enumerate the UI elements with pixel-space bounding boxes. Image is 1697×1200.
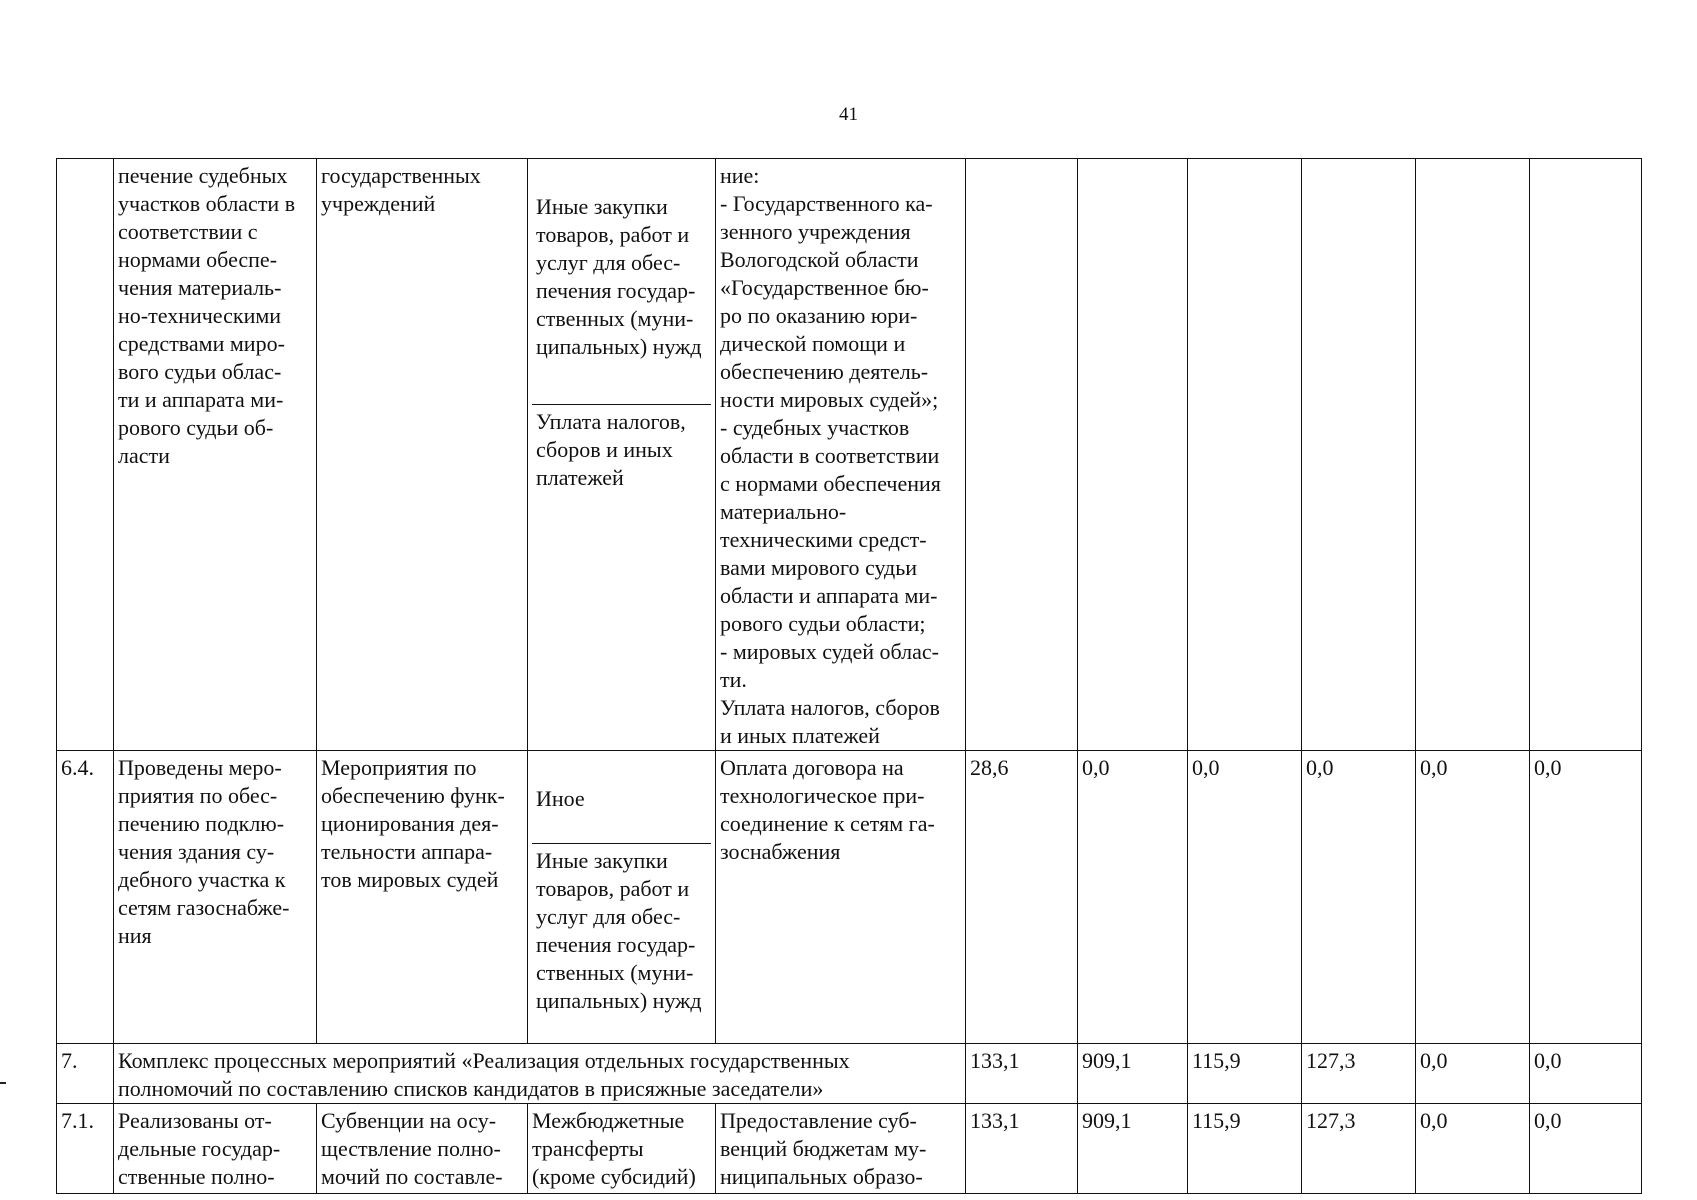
value-cell: 127,3 bbox=[1302, 1104, 1416, 1194]
row-number-cell: 6.4. bbox=[57, 751, 114, 1044]
value-cell bbox=[1078, 159, 1188, 751]
table-row-7 bbox=[57, 1044, 1642, 1104]
value-cell bbox=[1188, 159, 1302, 751]
value-cell bbox=[1416, 159, 1530, 751]
value-cell: 0,0 bbox=[1530, 1044, 1642, 1104]
value-cell: 909,1 bbox=[1078, 1104, 1188, 1194]
page-number: 41 bbox=[839, 104, 858, 125]
value-cell: 0,0 bbox=[1530, 1104, 1642, 1194]
expense-item: Уплата налогов, сборов и иных платежей bbox=[532, 404, 711, 492]
value-cell: 0,0 bbox=[1416, 1044, 1530, 1104]
value-cell: 133,1 bbox=[966, 1044, 1078, 1104]
budget-table bbox=[56, 158, 1642, 1194]
expense-item: Иные закупки товаров, работ и услуг для обес- печения государ- ственных (муни- ципальных) нужд bbox=[532, 843, 711, 1015]
expense-cell bbox=[528, 159, 716, 751]
value-cell: 115,9 bbox=[1188, 1044, 1302, 1104]
table-row-7-1 bbox=[57, 1104, 1642, 1194]
value-cell: 909,1 bbox=[1078, 1044, 1188, 1104]
type-cell: Субвенции на осу- ществление полно- мочий по составле- bbox=[317, 1104, 528, 1194]
measure-cell: печение судебных участков области в соответствии с нормами обеспе- чения материаль- но-техническими средствами миро- вого судьи облас- ти и аппарата ми- рового судьи об- ласти bbox=[114, 159, 317, 751]
table-row-6-4 bbox=[57, 751, 1642, 1044]
value-cell: 115,9 bbox=[1188, 1104, 1302, 1194]
table-row-continued bbox=[57, 159, 1642, 751]
expense-item: Иные закупки товаров, работ и услуг для обес- печения государ- ственных (муни- ципальных) нужд bbox=[536, 194, 702, 359]
row-number-cell bbox=[57, 159, 114, 751]
description-cell: Оплата договора на технологическое при- соединение к сетям га- зоснабжения bbox=[716, 751, 966, 1044]
expense-cell bbox=[528, 751, 716, 1044]
value-cell bbox=[1302, 159, 1416, 751]
type-cell: Мероприятия по обеспечению функ- ционирования дея- тельности аппара- тов мировых судей bbox=[317, 751, 528, 1044]
value-cell bbox=[1530, 159, 1642, 751]
value-cell: 127,3 bbox=[1302, 1044, 1416, 1104]
expense-item: Иное bbox=[536, 786, 585, 811]
expense-cell: Межбюджетные трансферты (кроме субсидий) bbox=[528, 1104, 716, 1194]
value-cell: 28,6 bbox=[966, 751, 1078, 1044]
section-title-cell: Комплекс процессных мероприятий «Реализация отдельных государственных полномочий по составлению списков кандидатов в присяжные заседатели» bbox=[114, 1044, 966, 1104]
measure-cell: Реализованы от- дельные государ- ственные полно- bbox=[114, 1104, 317, 1194]
row-number-cell: 7. bbox=[57, 1044, 114, 1104]
type-cell: государственных учреждений bbox=[317, 159, 528, 751]
value-cell: 0,0 bbox=[1416, 1104, 1530, 1194]
margin-mark bbox=[0, 1082, 6, 1084]
measure-cell: Проведены меро- приятия по обес- печению подклю- чения здания су- дебного участка к сетям газоснабже- ния bbox=[114, 751, 317, 1044]
value-cell: 0,0 bbox=[1302, 751, 1416, 1044]
value-cell bbox=[966, 159, 1078, 751]
value-cell: 0,0 bbox=[1078, 751, 1188, 1044]
description-cell: Предоставление суб- венций бюджетам му- ниципальных образо- bbox=[716, 1104, 966, 1194]
value-cell: 0,0 bbox=[1416, 751, 1530, 1044]
value-cell: 133,1 bbox=[966, 1104, 1078, 1194]
description-cell: ние: - Государственного ка- зенного учреждения Вологодской области «Государственное бю- ро по оказанию юри- дической помощи и обеспечению деятель- ности мировых судей»; - судебных участков области в соответствии с нормами обеспечения материально- техническими средст- вами мирового судьи области и аппарата ми- рового судьи области; - мировых судей облас- ти. Уплата налогов, сборов и иных платежей bbox=[716, 159, 966, 751]
value-cell: 0,0 bbox=[1530, 751, 1642, 1044]
value-cell: 0,0 bbox=[1188, 751, 1302, 1044]
row-number-cell: 7.1. bbox=[57, 1104, 114, 1194]
